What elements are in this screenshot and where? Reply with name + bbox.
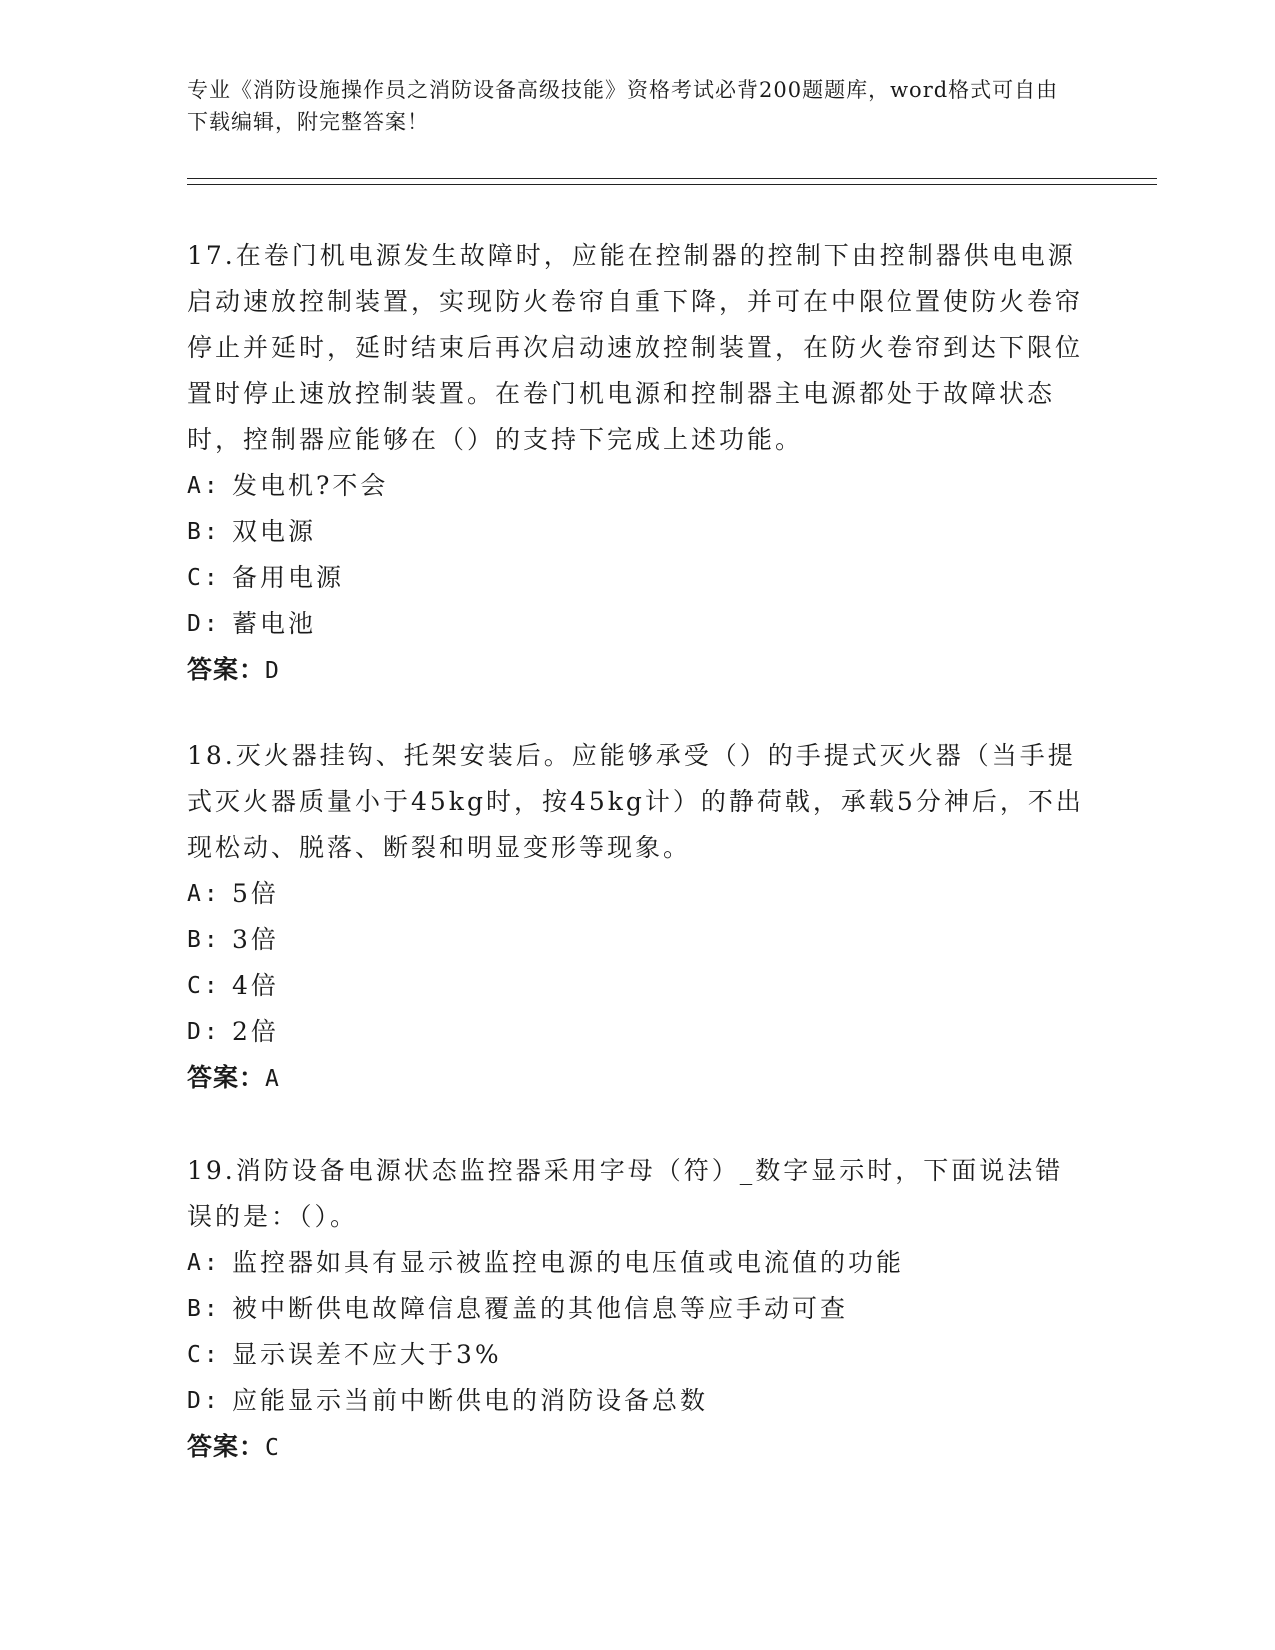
- option-letter: B:: [187, 927, 221, 953]
- option-a: [187, 463, 1087, 509]
- option-letter: C:: [187, 565, 221, 591]
- option-letter: D:: [187, 611, 221, 637]
- question-19: [187, 1148, 1087, 1471]
- option-letter: D:: [187, 1019, 221, 1045]
- option-letter: B:: [187, 519, 221, 545]
- option-text: 被中断供电故障信息覆盖的其他信息等应手动可查: [232, 1294, 849, 1323]
- option-text: 显示误差不应大于3%: [232, 1340, 502, 1369]
- option-text: 4倍: [232, 971, 279, 1000]
- option-text: 监控器如具有显示被监控电源的电压值或电流值的功能: [232, 1248, 905, 1277]
- option-letter: D:: [187, 1388, 221, 1414]
- question-stem: 18.灭火器挂钩、托架安装后。应能够承受（）的手提式灭火器（当手提式灭火器质量小于45kg时，按45kg计）的静荷戟，承载5分神后，不出现松动、脱落、断裂和明显变形等现象。: [187, 741, 1084, 862]
- answer-label: 答案：: [187, 655, 266, 684]
- question-18: [187, 733, 1087, 1102]
- header-rule-top: [187, 178, 1157, 179]
- answer-label: 答案：: [187, 1432, 266, 1461]
- option-letter: C:: [187, 973, 221, 999]
- option-letter: A:: [187, 473, 221, 499]
- question-17: [187, 233, 1087, 694]
- answer-line: [187, 1055, 1087, 1102]
- option-b: [187, 509, 1087, 555]
- option-d: [187, 601, 1087, 647]
- option-letter: B:: [187, 1296, 221, 1322]
- option-text: 发电机?不会: [232, 471, 389, 500]
- option-letter: A:: [187, 881, 221, 907]
- answer-label: 答案：: [187, 1063, 266, 1092]
- option-a: [187, 871, 1087, 917]
- option-text: 5倍: [232, 879, 279, 908]
- header-rule-bottom: [187, 184, 1157, 185]
- option-text: 2倍: [232, 1017, 279, 1046]
- answer-value: A: [265, 1066, 280, 1092]
- option-b: [187, 917, 1087, 963]
- question-stem: 19.消防设备电源状态监控器采用字母（符）_数字显示时，下面说法错误的是：（）。: [187, 1156, 1064, 1231]
- option-text: 应能显示当前中断供电的消防设备总数: [232, 1386, 709, 1415]
- option-text: 3倍: [232, 925, 279, 954]
- answer-line: [187, 1424, 1087, 1471]
- option-c: [187, 555, 1087, 601]
- question-stem: 17.在卷门机电源发生故障时，应能在控制器的控制下由控制器供电电源启动速放控制装置，实现防火卷帘自重下降，并可在中限位置使防火卷帘停止并延时，延时结束后再次启动速放控制装置，在防火卷帘到达下限位置时停止速放控制装置。在卷门机电源和控制器主电源都处于故障状态时，控制器应能够在（）的支持下完成上述功能。: [187, 241, 1084, 454]
- option-letter: A:: [187, 1250, 221, 1276]
- option-c: [187, 1332, 1087, 1378]
- answer-line: [187, 647, 1087, 694]
- option-b: [187, 1286, 1087, 1332]
- answer-value: C: [265, 1435, 280, 1461]
- option-d: [187, 1378, 1087, 1424]
- option-text: 双电源: [232, 517, 317, 546]
- answer-value: D: [265, 658, 280, 684]
- option-letter: C:: [187, 1342, 221, 1368]
- option-d: [187, 1009, 1087, 1055]
- option-c: [187, 963, 1087, 1009]
- option-text: 蓄电池: [232, 609, 317, 638]
- document-header: 专业《消防设施操作员之消防设备高级技能》资格考试必背200题题库，word格式可自由下载编辑，附完整答案！: [187, 78, 1059, 134]
- option-text: 备用电源: [232, 563, 345, 592]
- option-a: [187, 1240, 1087, 1286]
